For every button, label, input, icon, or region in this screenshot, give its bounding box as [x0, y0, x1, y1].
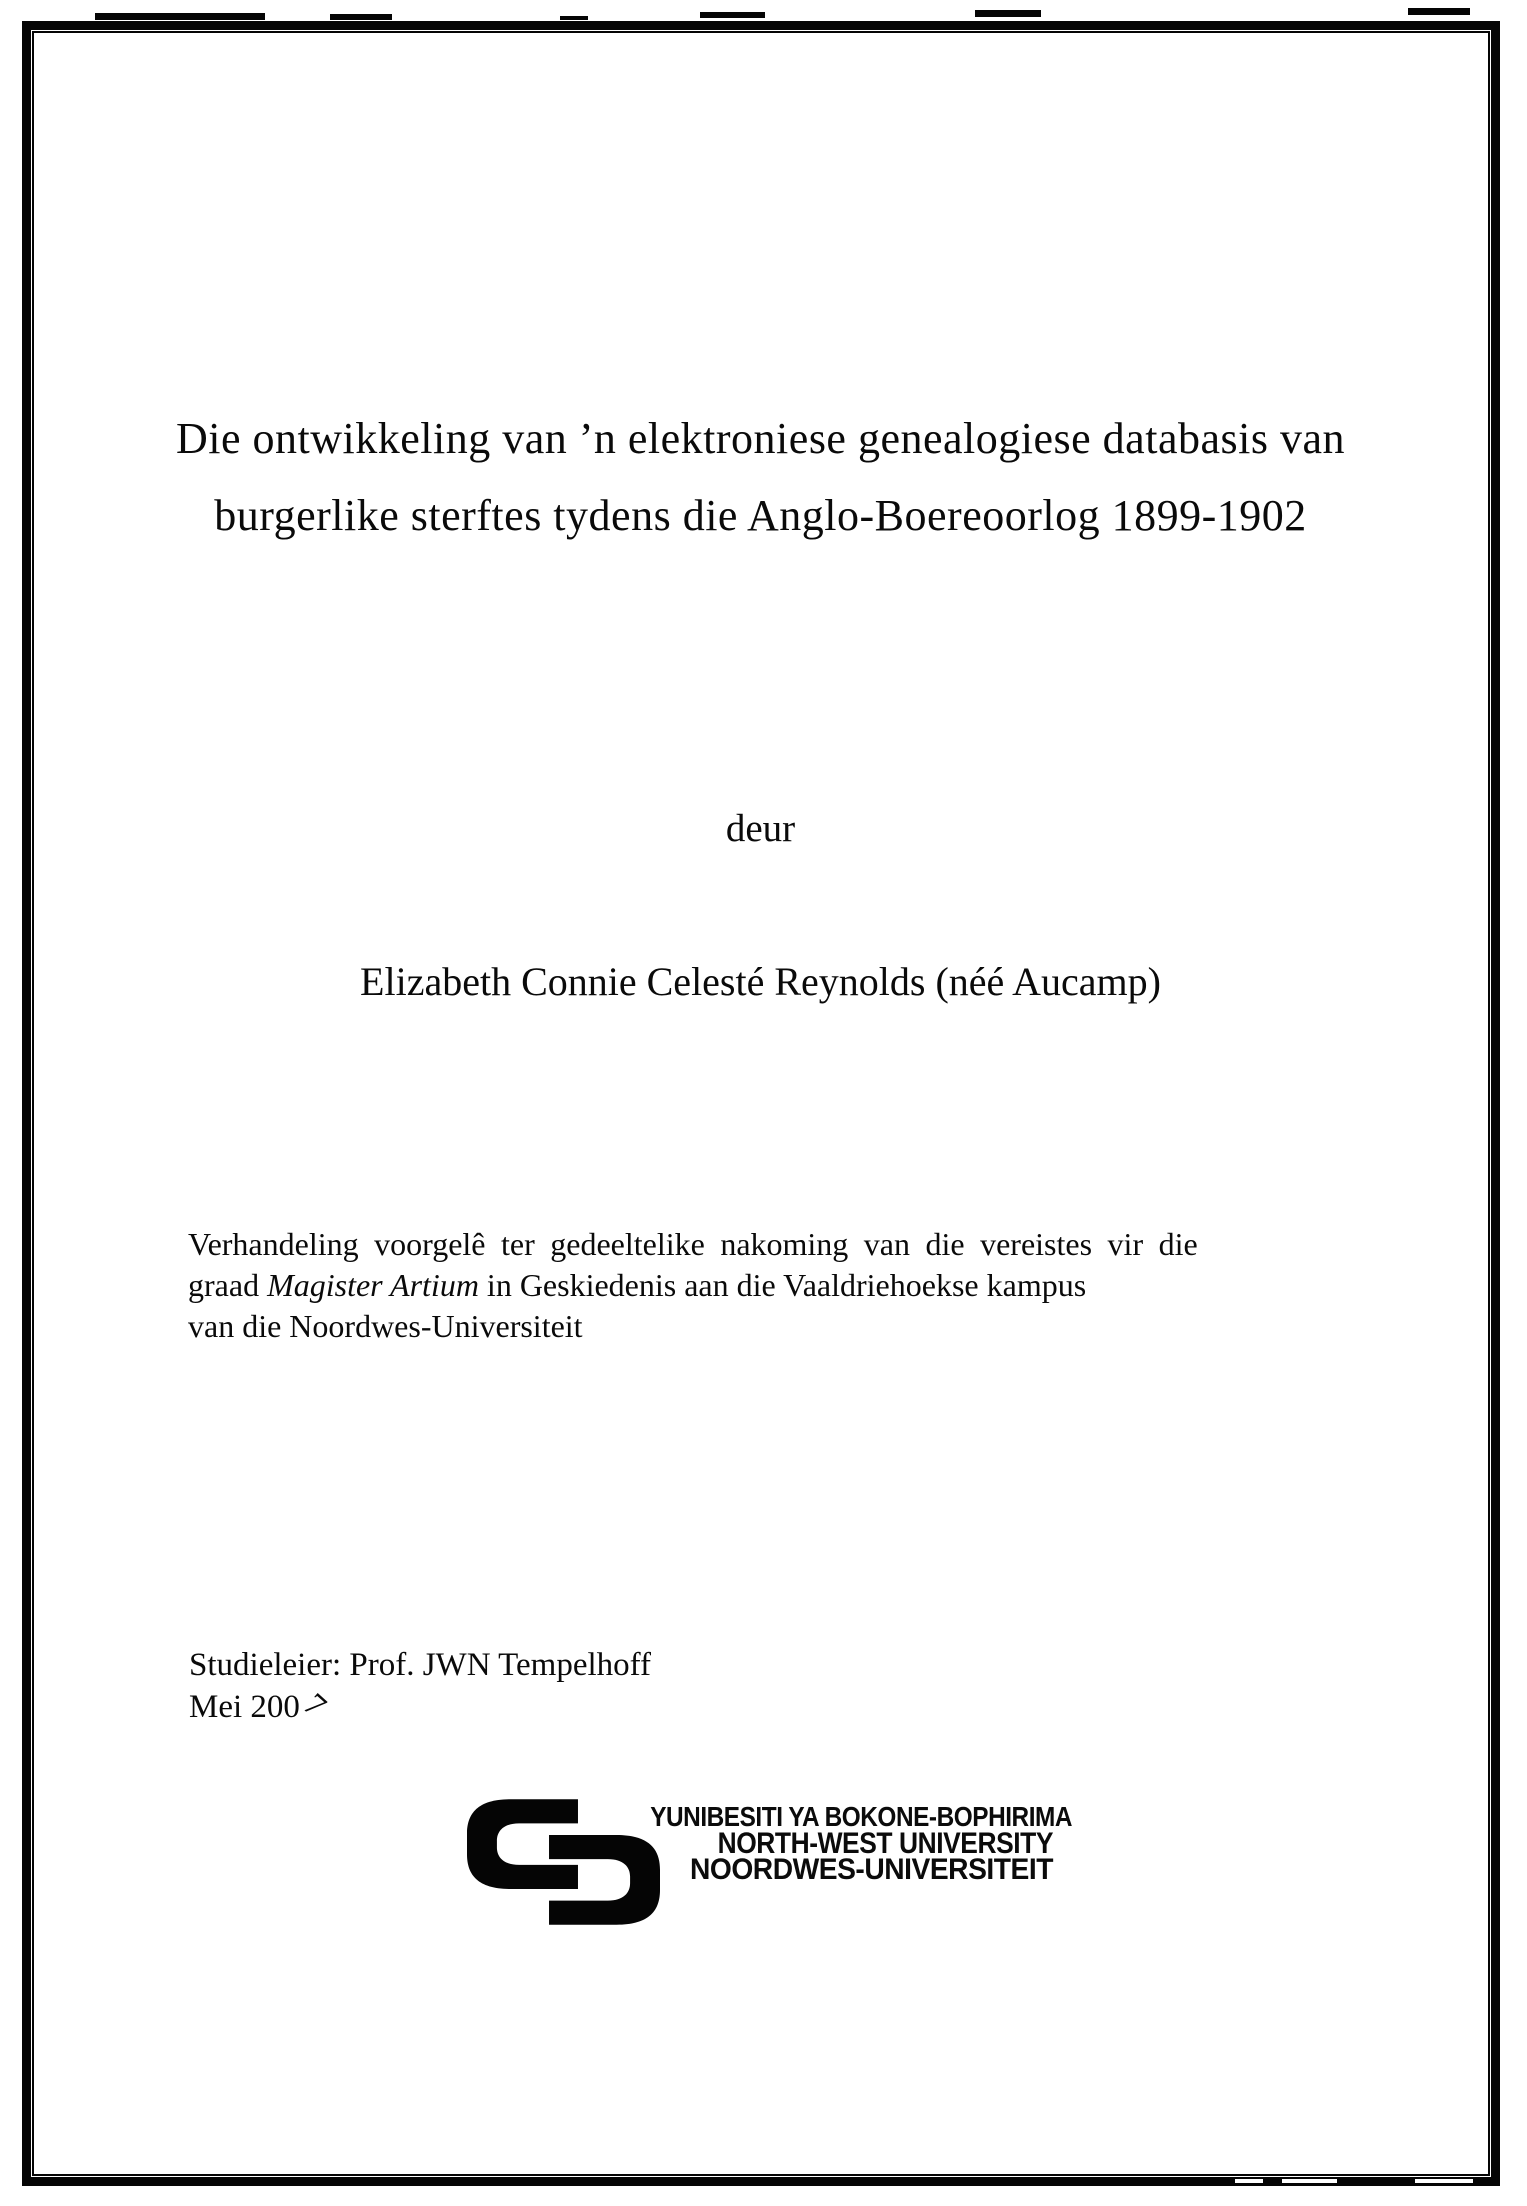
supervisor-block — [189, 1644, 651, 1728]
date-prefix: Mei 200 — [189, 1689, 300, 1725]
scan-artifact — [95, 13, 265, 20]
degree-statement-line-1 — [188, 1224, 1340, 1265]
degree-name-italic: Magister Artium — [267, 1267, 479, 1303]
degree-statement-line-3: van die Noordwes-Universiteit — [188, 1308, 583, 1344]
scan-artifact — [1282, 2179, 1337, 2183]
thesis-title — [34, 400, 1487, 554]
degree-statement-line-2 — [188, 1265, 1340, 1306]
degree-statement — [188, 1224, 1340, 1347]
scan-artifact — [560, 16, 588, 20]
supervisor-line: Studieleier: Prof. JWN Tempelhoff — [189, 1647, 652, 1683]
scan-artifact — [1408, 8, 1470, 15]
degree-statement-line-2-pre: graad — [188, 1267, 268, 1303]
thesis-title-line-2: burgerlike sterftes tydens die Anglo-Boereoorlog 1899-1902 — [214, 491, 1307, 540]
date-line — [189, 1686, 651, 1728]
date-last-digit: 7 — [296, 1686, 333, 1725]
university-name-english: NORTH-WEST UNIVERSITY — [717, 1827, 1053, 1860]
scan-artifact — [330, 14, 392, 20]
scan-artifact — [975, 10, 1041, 17]
university-name-afrikaans: NOORDWES-UNIVERSITEIT — [689, 1853, 1053, 1886]
thesis-title-line-1: Die ontwikkeling van ’n elektroniese genealogiese databasis van — [175, 414, 1345, 463]
university-wordmark — [590, 1801, 1073, 1886]
scan-artifact — [1235, 2179, 1263, 2183]
scan-artifact — [1415, 2179, 1473, 2183]
degree-statement-line-1-text: Verhandeling voorgelê ter gedeeltelike nakoming van die vereistes vir die — [188, 1226, 1198, 1262]
degree-statement-line-2-post: in Geskiedenis aan die Vaaldriehoekse kampus — [478, 1267, 1087, 1303]
author-name: Elizabeth Connie Celesté Reynolds (néé Aucamp) — [360, 959, 1161, 1004]
university-name-setswana: YUNIBESITI YA BOKONE-BOPHIRIMA — [650, 1801, 1073, 1832]
scan-artifact — [700, 12, 765, 18]
byline-label: deur — [725, 807, 796, 850]
